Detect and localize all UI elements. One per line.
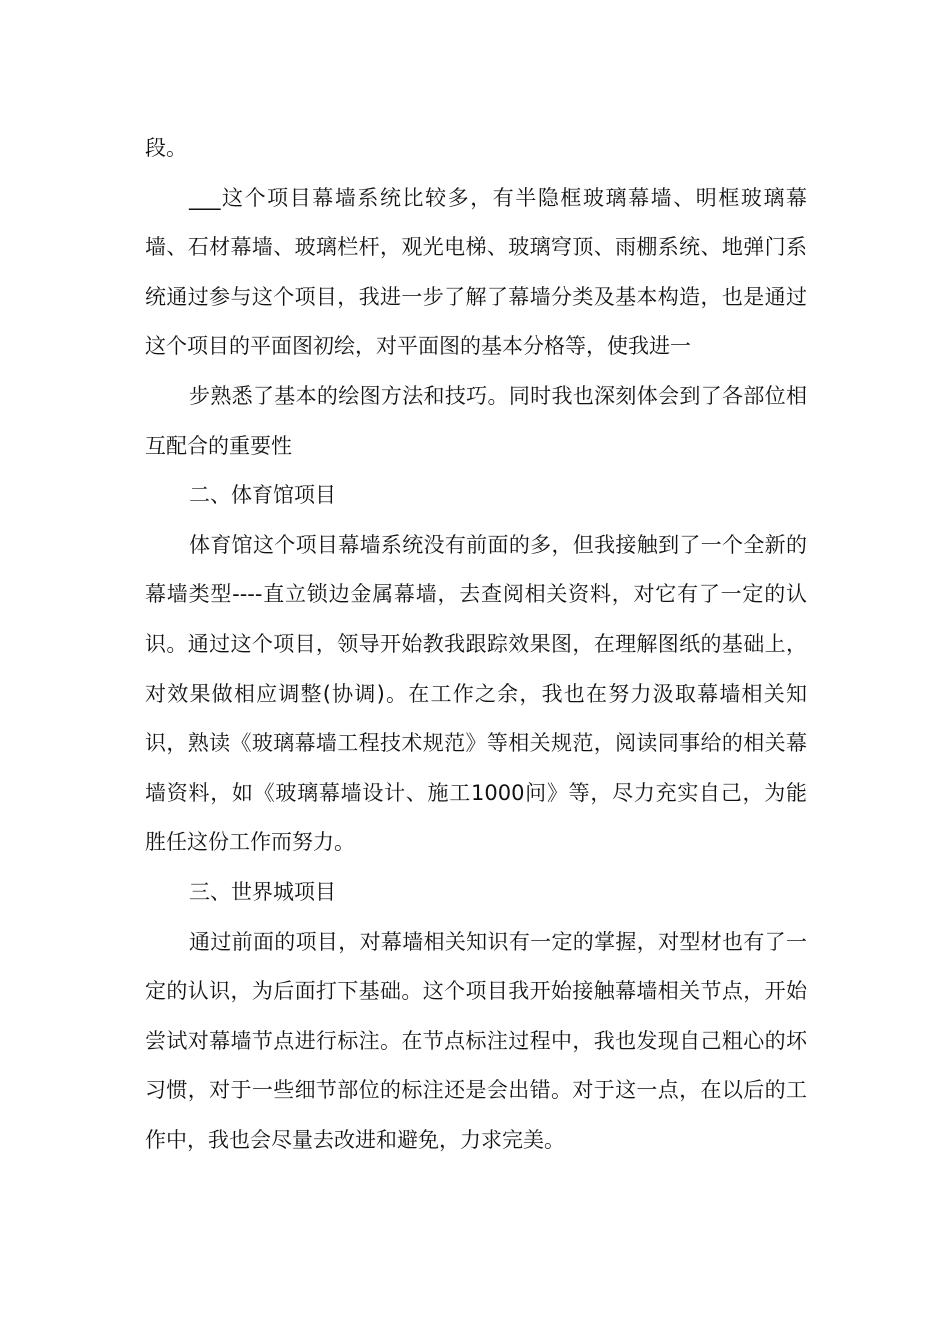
paragraph-gymnasium-project: 体育馆这个项目幕墙系统没有前面的多，但我接触到了一个全新的幕墙类型----直立锁边金属幕墙，去查阅相关资料，对它有了一定的认识。通过这个项目，领导开始教我跟踪效果图，在理解图纸的基础上，对效果做相应调整(协调)。在工作之余，我也在努力汲取幕墙相关知识，熟读《玻璃幕墙工程技术规范》等相关规范，阅读同事给的相关幕墙资料，如《玻璃幕墙设计、施工1000问》等，尽力充实自己，为能胜任这份工作而努力。 bbox=[145, 532, 807, 855]
paragraph-fragment: 段。 bbox=[145, 136, 187, 160]
document-body bbox=[145, 124, 807, 1165]
paragraph-project-one-continued: 步熟悉了基本的绘图方法和技巧。同时我也深刻体会到了各部位相互配合的重要性 bbox=[145, 383, 807, 458]
paragraph-project-one: ___这个项目幕墙系统比较多，有半隐框玻璃幕墙、明框玻璃幕墙、石材幕墙、玻璃栏杆，观光电梯、玻璃穹顶、雨棚系统、地弹门系统通过参与这个项目，我进一步了解了幕墙分类及基本构造，也是通过这个项目的平面图初绘，对平面图的基本分格等，使我进一 bbox=[145, 185, 807, 359]
heading-gymnasium-project: 二、体育馆项目 bbox=[189, 483, 336, 508]
heading-world-city-project: 三、世界城项目 bbox=[189, 879, 336, 904]
paragraph-world-city-project: 通过前面的项目，对幕墙相关知识有一定的掌握，对型材也有了一定的认识，为后面打下基础。这个项目我开始接触幕墙相关节点，开始尝试对幕墙节点进行标注。在节点标注过程中，我也发现自己粗心的坏习惯，对于一些细节部位的标注还是会出错。对于这一点，在以后的工作中，我也会尽量去改进和避免，力求完美。 bbox=[145, 929, 807, 1152]
